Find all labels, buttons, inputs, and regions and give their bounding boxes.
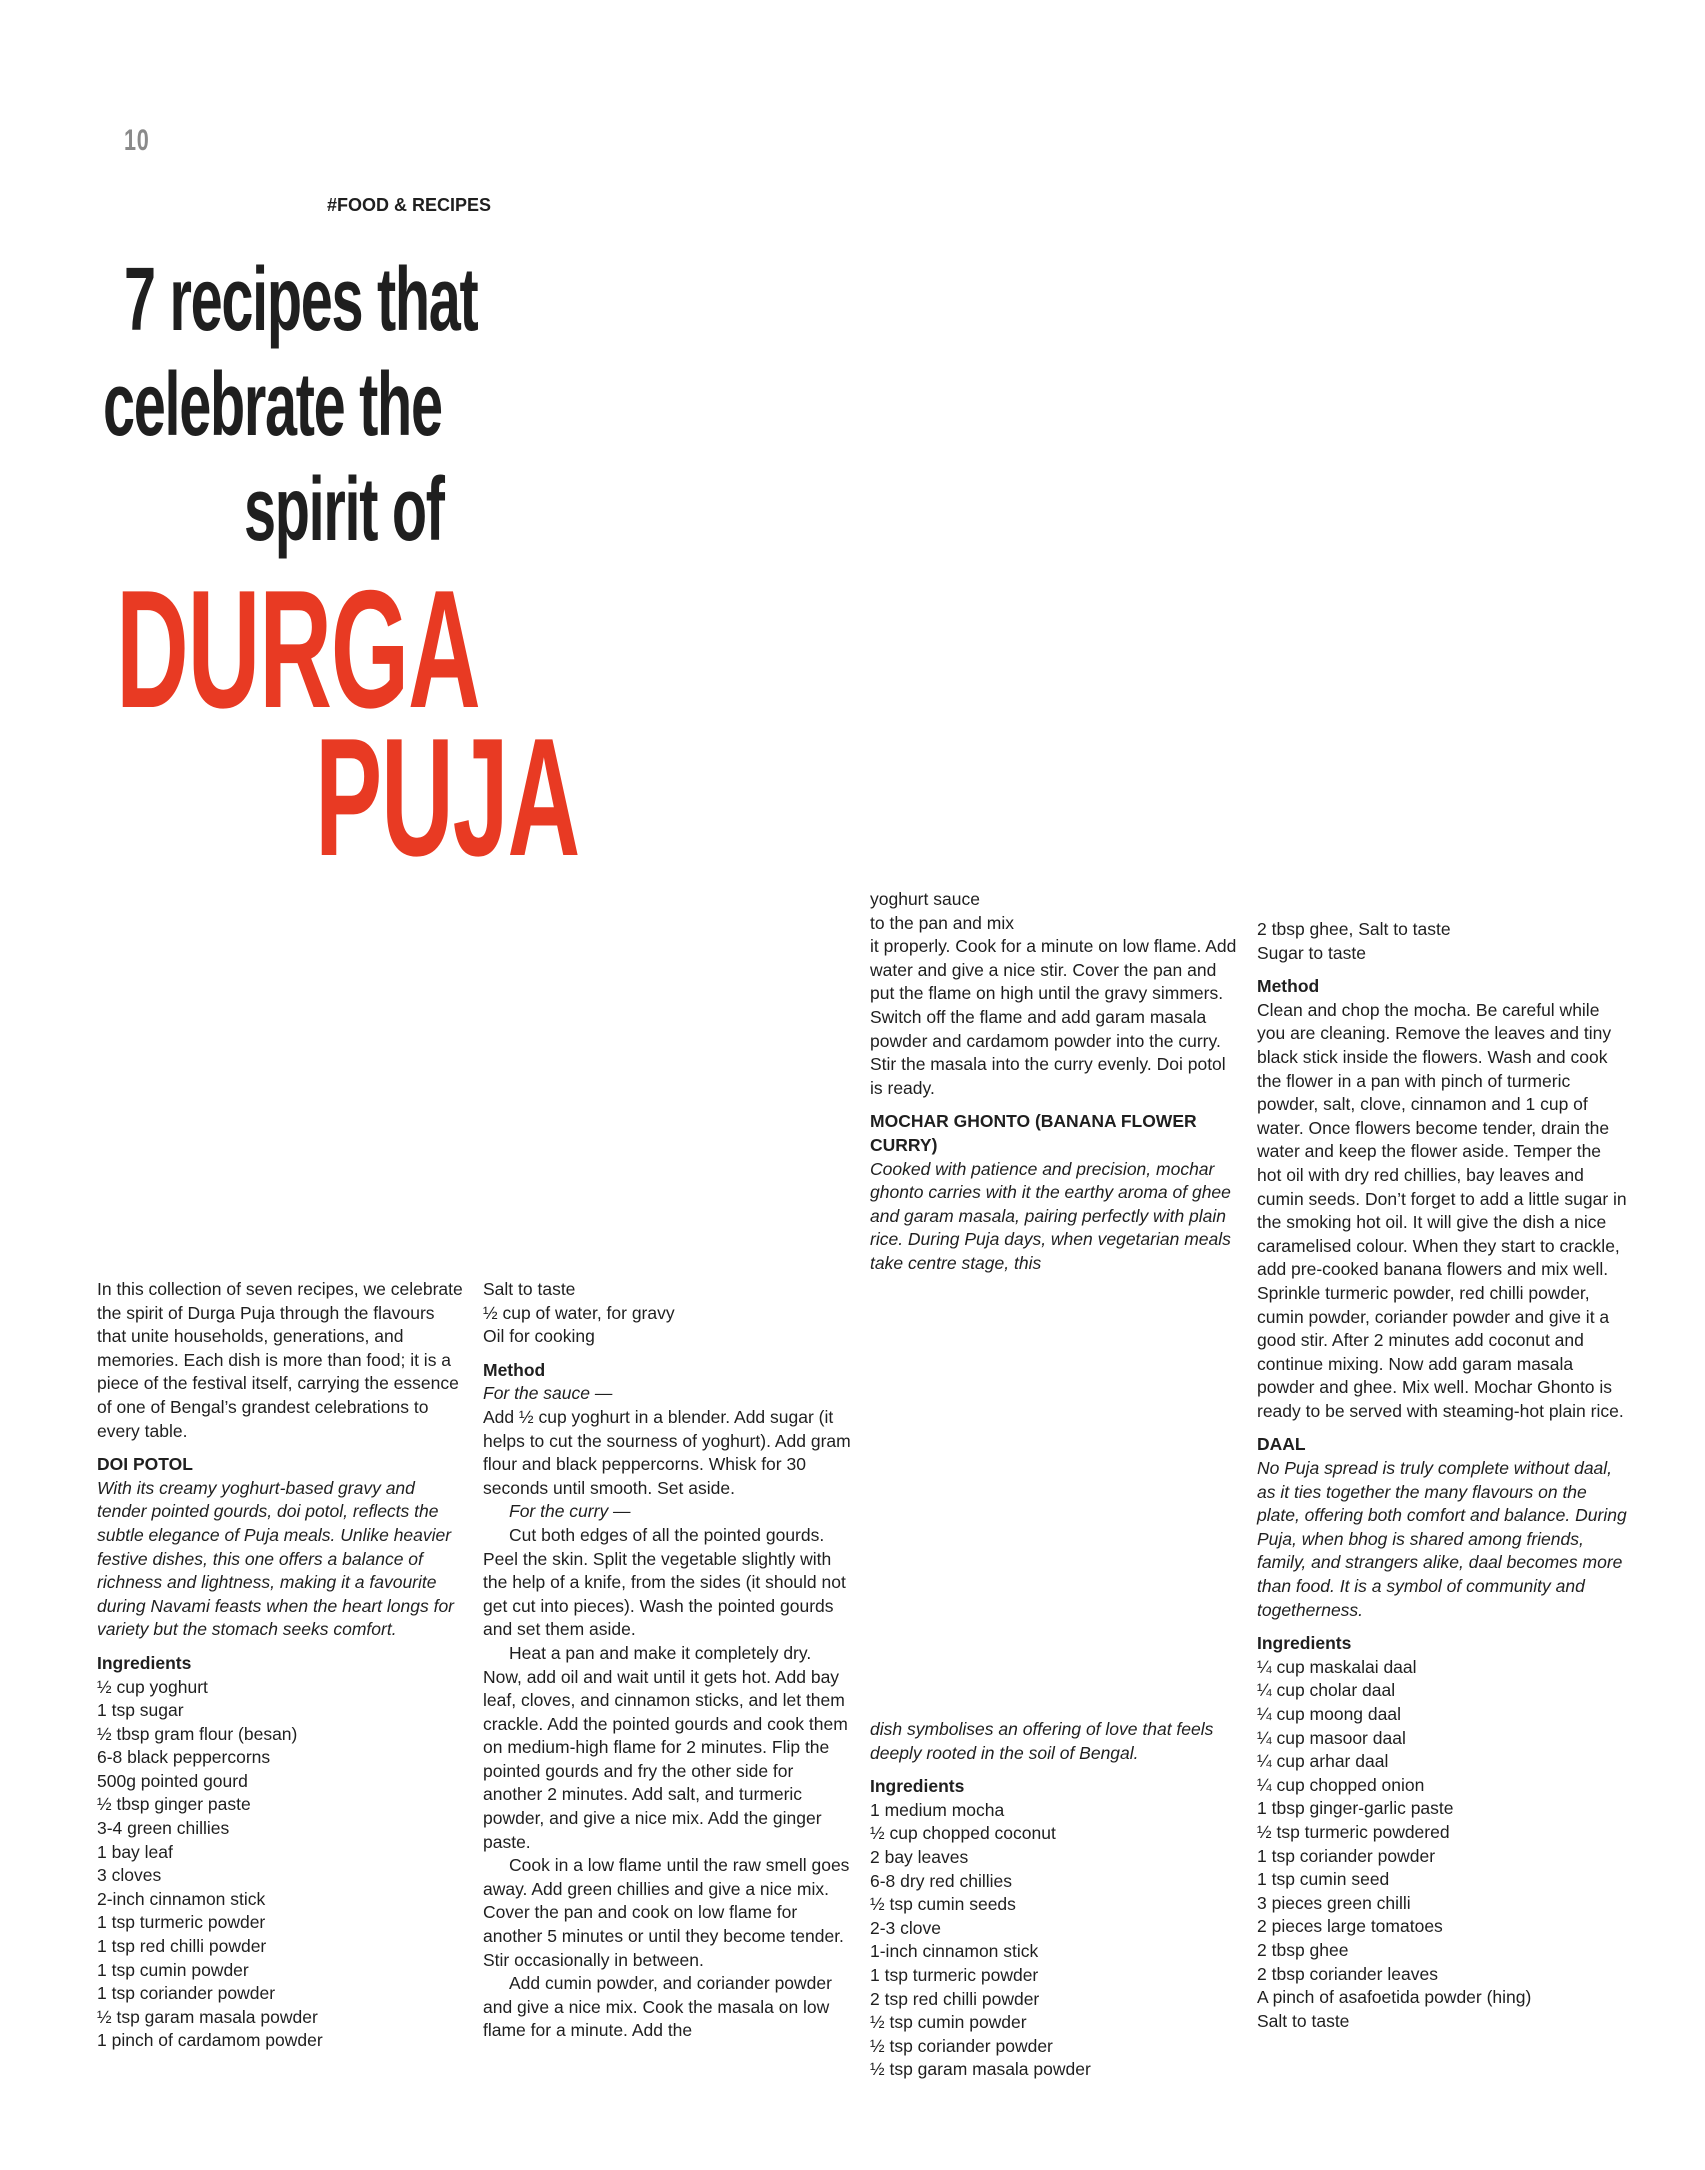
ingredient-item: 2 pieces large tomatoes [1257,1916,1443,1937]
ingredient-item: 2 bay leaves [870,1846,969,1867]
curry-step-1: Cut both edges of all the pointed gourds. Peel the skin. Split the vegetable slightly with the help of a knife, from the sides (it should not get cut into pieces). Wash the pointed gourds and set them aside. [483,1524,846,1640]
ingredient-item: ½ tsp coriander powder [870,2035,1053,2056]
column-3-bottom [870,1718,1240,2082]
ingredient-item: 6-8 dry red chillies [870,1870,1012,1891]
ingredient-item: 2 tbsp ghee, Salt to taste [1257,919,1451,939]
ingredient-item: ½ cup of water, for gravy [483,1302,675,1323]
recipe-intro-mochar-ghonto: Cooked with patience and precision, mochar ghonto carries with it the earthy aroma of ghee and garam masala, pairing perfectly with plain rice. During Puja days, when vegetarian meals take centre stage, this [870,1158,1231,1273]
ingredient-item: 1 tsp cumin powder [97,1959,249,1980]
ingredient-item: 1 tbsp ginger-garlic paste [1257,1798,1454,1819]
headline-line-2: celebrate the [103,355,442,455]
curry-step-4: Add cumin powder, and coriander powder and give a nice mix. Cook the masala on low flame for a minute. Add the [483,1973,832,2041]
ingredient-item: Salt to taste [1257,2010,1350,2031]
ingredient-item: 3 pieces green chilli [1257,1892,1411,1913]
method-instructions: Clean and chop the mocha. Be careful while you are cleaning. Remove the leaves and tiny black stick inside the flowers. Wash and cook the flower in a pan with pinch of turmeric powder, salt, clove, cinnamon and 1 cup of water. Once flowers become tender, drain the water and keep the flower aside. Temper the hot oil with dry red chillies, bay leaves and cumin seeds. Don’t forget to add a little sugar in the smoking hot oil. It will give the dish a nice caramelised colour. When they start to crackle, add pre-cooked banana flowers and mix well. Sprinkle turmeric powder, red chilli powder, cumin powder, coriander powder and give it a good stir. After 2 minutes add coconut and continue mixing. Now add garam masala powder and ghee. Mix well. Mochar Ghonto is ready to be served with steaming-hot plain rice. [1257,999,1627,1421]
ingredient-item: ½ tsp turmeric powdered [1257,1821,1450,1842]
ingredient-item: ½ tsp garam masala powder [97,2006,318,2027]
ingredient-list-continued [1257,918,1627,965]
ingredient-item: 1 tsp cumin seed [1257,1869,1390,1890]
page-number: 10 [124,124,150,157]
ingredient-item: 1 tsp coriander powder [97,1983,276,2004]
ingredient-item: ½ tbsp ginger paste [97,1794,251,1815]
ingredient-item: Sugar to taste [1257,942,1366,963]
ingredient-item: 1 pinch of cardamom powder [97,2030,323,2051]
ingredient-item: 2 tbsp ghee [1257,1939,1349,1960]
method-continued-line-2: to the pan and mix [870,912,1014,933]
ingredient-item: 1 tsp red chilli powder [97,1936,267,1957]
ingredient-item: 2 tsp red chilli powder [870,1988,1040,2009]
ingredient-item: ½ tbsp gram flour (besan) [97,1723,298,1744]
ingredient-item: 1 tsp coriander powder [1257,1845,1436,1866]
ingredient-item: ½ cup chopped coconut [870,1823,1056,1844]
method-heading: Method [1257,976,1320,997]
ingredient-item: ½ tsp cumin seeds [870,1894,1016,1915]
recipe-intro-daal: No Puja spread is truly complete without daal, as it ties together the many flavours on the plate, offering both comfort and balance. During Puja, when bhog is shared among friends, family, and strangers alike, daal becomes more than food. It is a symbol of community and togetherness. [1257,1458,1627,1620]
curry-step-3: Cook in a low flame until the raw smell goes away. Add green chillies and give a nice mix. Cover the pan and cook on low flame for another 5 minutes or until they become tender. Stir occasionally in between. [483,1855,850,1970]
ingredient-item: A pinch of asafoetida powder (hing) [1257,1987,1532,2008]
ingredients-heading: Ingredients [1257,1633,1352,1654]
ingredient-item: 1 medium mocha [870,1799,1005,1820]
headline-highlight-puja: PUJA [315,703,580,891]
column-3-top [870,888,1240,1276]
recipe-intro-doi-potol: With its creamy yoghurt-based gravy and tender pointed gourds, doi potol, reflects the subtle elegance of Puja meals. Unlike heavier festive dishes, this one offers a balance of richness and lightness, making it a favourite during Navami feasts when the heart longs for variety but the stomach seeks comfort. [97,1477,454,1640]
ingredient-item: Salt to taste [483,1279,576,1299]
intro-paragraph: In this collection of seven recipes, we celebrate the spirit of Durga Puja through the flavours that unite households, generations, and memories. Each dish is more than food; it is a piece of the festival itself, carrying the essence of one of Bengal’s grandest celebrations to every table. [97,1279,463,1441]
sauce-label: For the sauce — [483,1383,613,1404]
recipe-title-mochar-ghonto: MOCHAR GHONTO (BANANA FLOWER CURRY) [870,1111,1197,1155]
curry-label: For the curry — [509,1501,631,1522]
recipe-title-doi-potol: DOI POTOL [97,1454,193,1475]
ingredient-item: 2-inch cinnamon stick [97,1888,266,1909]
ingredient-item: ¼ cup chopped onion [1257,1774,1425,1795]
headline-line-3: spirit of [244,460,444,560]
ingredient-item: Oil for cooking [483,1326,595,1347]
ingredient-item: 1-inch cinnamon stick [870,1941,1039,1962]
ingredient-list [870,1799,1240,2082]
recipe-intro-continued: dish symbolises an offering of love that feels deeply rooted in the soil of Bengal. [870,1719,1214,1763]
ingredient-item: 6-8 black peppercorns [97,1747,271,1768]
ingredient-item: ¼ cup masoor daal [1257,1727,1406,1748]
recipe-title-daal: DAAL [1257,1434,1306,1455]
ingredient-item: 1 tsp turmeric powder [870,1964,1039,1985]
ingredient-item: ¼ cup maskalai daal [1257,1656,1417,1677]
ingredient-item: ½ tsp cumin powder [870,2012,1027,2033]
ingredient-item: ½ tsp garam masala powder [870,2059,1091,2080]
ingredient-item: 2-3 clove [870,1917,942,1938]
method-heading: Method [483,1359,546,1380]
ingredient-item: ¼ cup cholar daal [1257,1680,1396,1701]
ingredient-item: ½ cup yoghurt [97,1676,208,1697]
ingredients-heading: Ingredients [97,1652,192,1673]
ingredient-item: 2 tbsp coriander leaves [1257,1963,1438,1984]
ingredient-item: 1 tsp turmeric powder [97,1912,266,1933]
ingredient-item: 500g pointed gourd [97,1770,248,1791]
curry-step-2: Heat a pan and make it completely dry. Now, add oil and wait until it gets hot. Add bay leaf, cloves, and cinnamon sticks, and let them crackle. Add the pointed gourds and cook them on medium-high flame for 2 minutes. Flip the pointed gourds and fry the other side for another 2 minutes. Add salt, and turmeric powder, and give a nice mix. Add the ginger paste. [483,1642,848,1852]
headline-line-1: 7 recipes that [124,250,478,350]
sauce-instructions: Add ½ cup yoghurt in a blender. Add sugar (it helps to cut the sourness of yoghurt). Add gram flour and black peppercorns. Whisk for 30 seconds until smooth. Set aside. [483,1406,851,1498]
ingredient-list-continued [483,1278,853,1349]
ingredient-item: 1 tsp sugar [97,1700,184,1721]
method-continued-line-1: yoghurt sauce [870,889,980,909]
ingredient-item: ¼ cup moong daal [1257,1704,1401,1724]
column-4 [1257,918,1627,2033]
column-2 [483,1278,853,2043]
headline-highlight-durga: DURGA [116,555,480,743]
method-continued: it properly. Cook for a minute on low flame. Add water and give a nice stir. Cover the pan and put the flame on high until the gravy simmers. Switch off the flame and add garam masala powder and cardamom powder into the curry. Stir the masala into the curry evenly. Doi potol is ready. [870,936,1237,1098]
ingredient-item: 3 cloves [97,1865,162,1886]
ingredient-item: 1 bay leaf [97,1841,173,1862]
section-tag: #FOOD & RECIPES [327,195,492,215]
ingredient-list [1257,1656,1627,2034]
column-1 [97,1278,467,2053]
ingredient-list [97,1676,467,2054]
ingredient-item: 3-4 green chillies [97,1818,230,1839]
ingredients-heading: Ingredients [870,1776,965,1797]
ingredient-item: ¼ cup arhar daal [1257,1751,1389,1772]
